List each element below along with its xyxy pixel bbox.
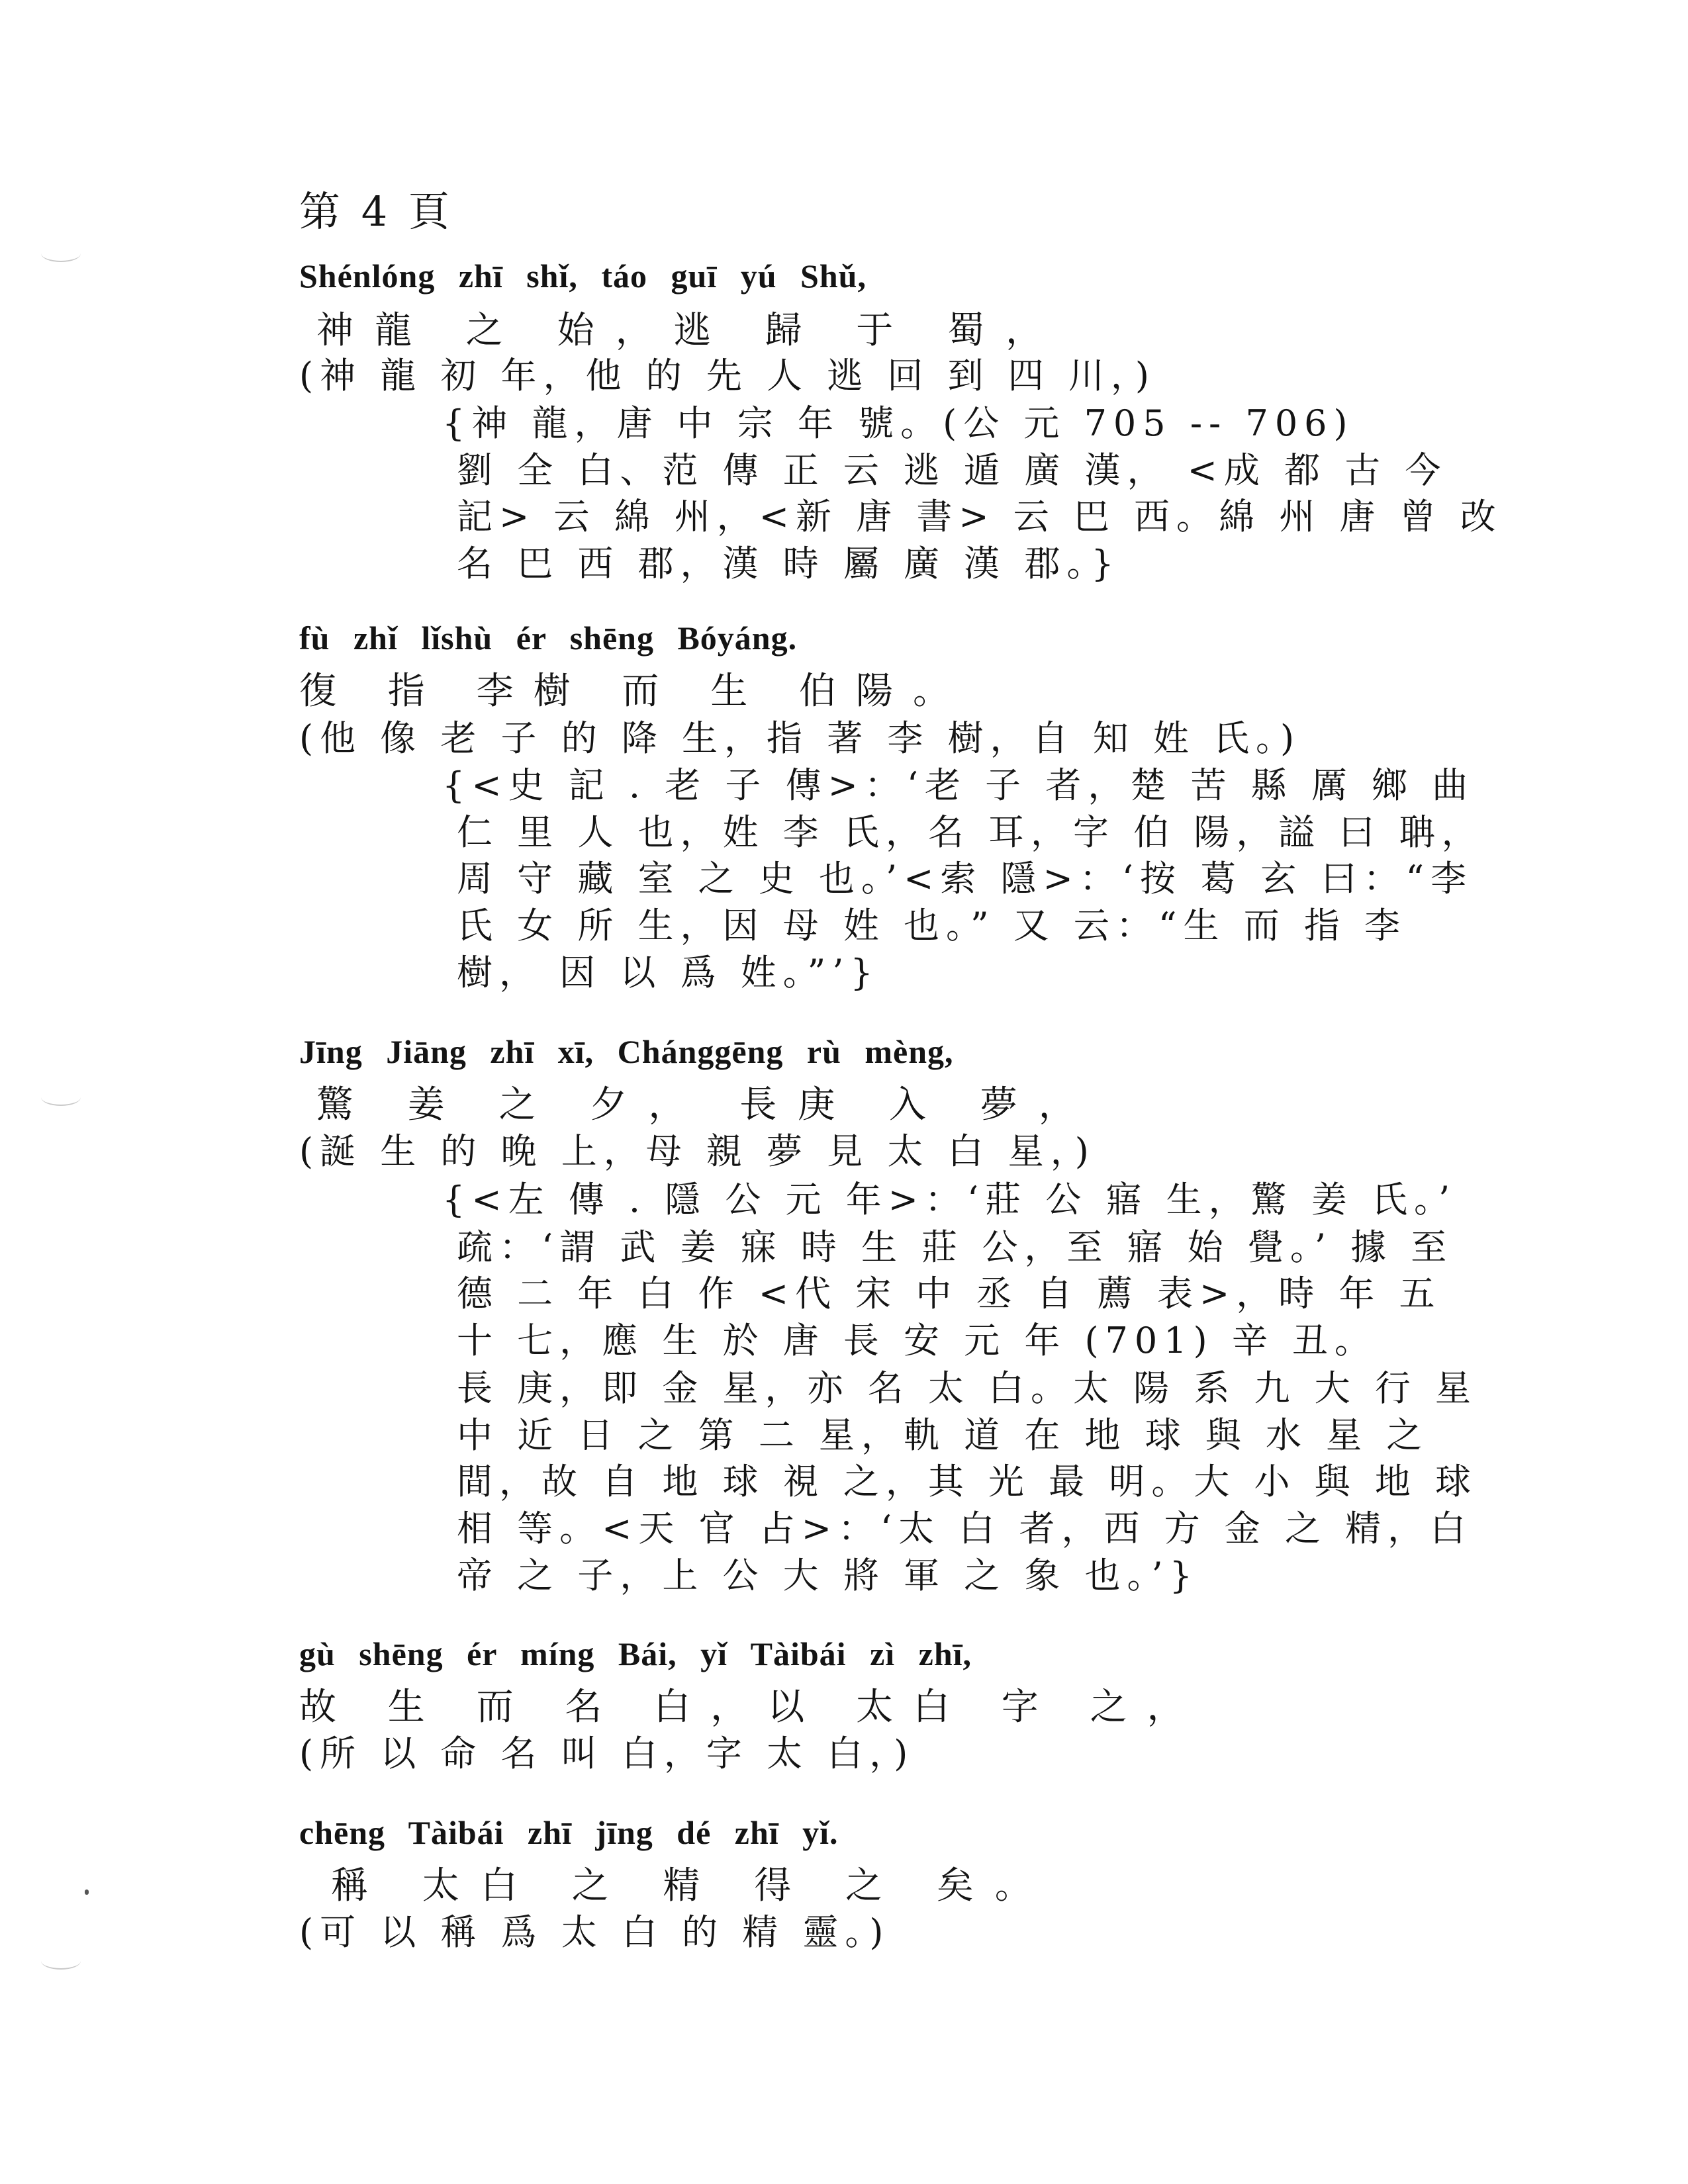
classical-text-line: 故 生 而 名 白，以 太白 字 之， bbox=[299, 1686, 1204, 1729]
annotation-line: {<左 傳 . 隱 公 元 年>：‘莊 公 寤 生，驚 姜 氏。’ bbox=[442, 1179, 1457, 1220]
page-header: 第 4 頁 bbox=[299, 187, 453, 236]
pinyin-line: chēng Tàibái zhī jīng dé zhī yǐ. bbox=[299, 1814, 839, 1851]
translation-line: (可 以 稱 爲 太 白 的 精 靈。) bbox=[299, 1911, 890, 1953]
pinyin-line: Shénlóng zhī shǐ, táo guī yú Shǔ, bbox=[299, 257, 867, 295]
translation-line: (所 以 命 名 叫 白，字 太 白，) bbox=[299, 1733, 915, 1774]
pinyin-line: Jīng Jiāng zhī xī, Chánggēng rù mèng, bbox=[299, 1033, 954, 1070]
translation-line: (誕 生 的 晚 上，母 親 夢 見 太 白 星，) bbox=[299, 1130, 1096, 1172]
classical-text-line: 稱 太白 之 精 得 之 矣。 bbox=[331, 1864, 1053, 1907]
classical-text-line: 復 指 李樹 而 生 伯陽。 bbox=[299, 670, 970, 713]
annotation-line: 劉 全 白、范 傳 正 云 逃 遁 廣 漢， <成 都 古 今 bbox=[457, 449, 1448, 491]
annotation-line: 疏：‘謂 武 姜 寐 時 生 莊 公，至 寤 始 覺。’ 據 至 bbox=[457, 1226, 1454, 1268]
annotation-line: 仁 里 人 也，姓 李 氏，名 耳，字 伯 陽，謚 曰 聃， bbox=[457, 811, 1484, 853]
translation-line: (他 像 老 子 的 降 生，指 著 李 樹，自 知 姓 氏。) bbox=[299, 717, 1301, 759]
translation-line: (神 龍 初 年，他 的 先 人 逃 回 到 四 川，) bbox=[299, 355, 1156, 396]
annotation-line: 中 近 日 之 第 二 星，軌 道 在 地 球 與 水 星 之 bbox=[457, 1414, 1429, 1456]
annotation-line: 樹， 因 以 爲 姓。”’} bbox=[457, 952, 880, 993]
annotation-line: 相 等。<天 官 占>：‘太 白 者，西 方 金 之 精，白 bbox=[457, 1508, 1473, 1549]
scan-speck bbox=[85, 1889, 89, 1895]
annotation-line: 周 守 藏 室 之 史 也。’<索 隱>：‘按 葛 玄 曰：“李 bbox=[457, 858, 1474, 899]
annotation-line: {神 龍，唐 中 宗 年 號。(公 元 705 -- 706) bbox=[442, 402, 1354, 444]
annotation-line: 間，故 自 地 球 視 之，其 光 最 明。大 小 與 地 球 bbox=[457, 1461, 1477, 1502]
annotation-line: 名 巴 西 郡，漢 時 屬 廣 漢 郡。} bbox=[457, 543, 1121, 584]
classical-text-line: 驚 姜 之 夕， 長庚 入 夢， bbox=[316, 1083, 1097, 1126]
annotation-line: 長 庚，即 金 星，亦 名 太 白。太 陽 系 九 大 行 星 bbox=[457, 1367, 1477, 1409]
annotation-line: 十 七，應 生 於 唐 長 安 元 年 (701) 辛 丑。 bbox=[457, 1320, 1378, 1361]
punch-hole-mark bbox=[41, 1952, 81, 1970]
annotation-line: {<史 記 . 老 子 傳>：‘老 子 者，楚 苦 縣 厲 鄉 曲 bbox=[442, 764, 1475, 806]
annotation-line: 氏 女 所 生，因 母 姓 也。” 又 云：“生 而 指 李 bbox=[457, 905, 1407, 946]
annotation-line: 帝 之 子，上 公 大 將 軍 之 象 也。’} bbox=[457, 1555, 1199, 1596]
pinyin-line: gù shēng ér míng Bái, yǐ Tàibái zì zhī, bbox=[299, 1635, 972, 1672]
annotation-line: 德 二 年 白 作 <代 宋 中 丞 自 薦 表>，時 年 五 bbox=[457, 1273, 1442, 1314]
classical-text-line: 神龍 之 始，逃 歸 于 蜀， bbox=[316, 309, 1064, 352]
pinyin-line: fù zhǐ lǐshù ér shēng Bóyáng. bbox=[299, 619, 798, 657]
punch-hole-mark bbox=[41, 1089, 81, 1106]
punch-hole-mark bbox=[41, 245, 81, 262]
annotation-line: 記> 云 綿 州，<新 唐 書> 云 巴 西。綿 州 唐 曾 改 bbox=[457, 496, 1503, 537]
